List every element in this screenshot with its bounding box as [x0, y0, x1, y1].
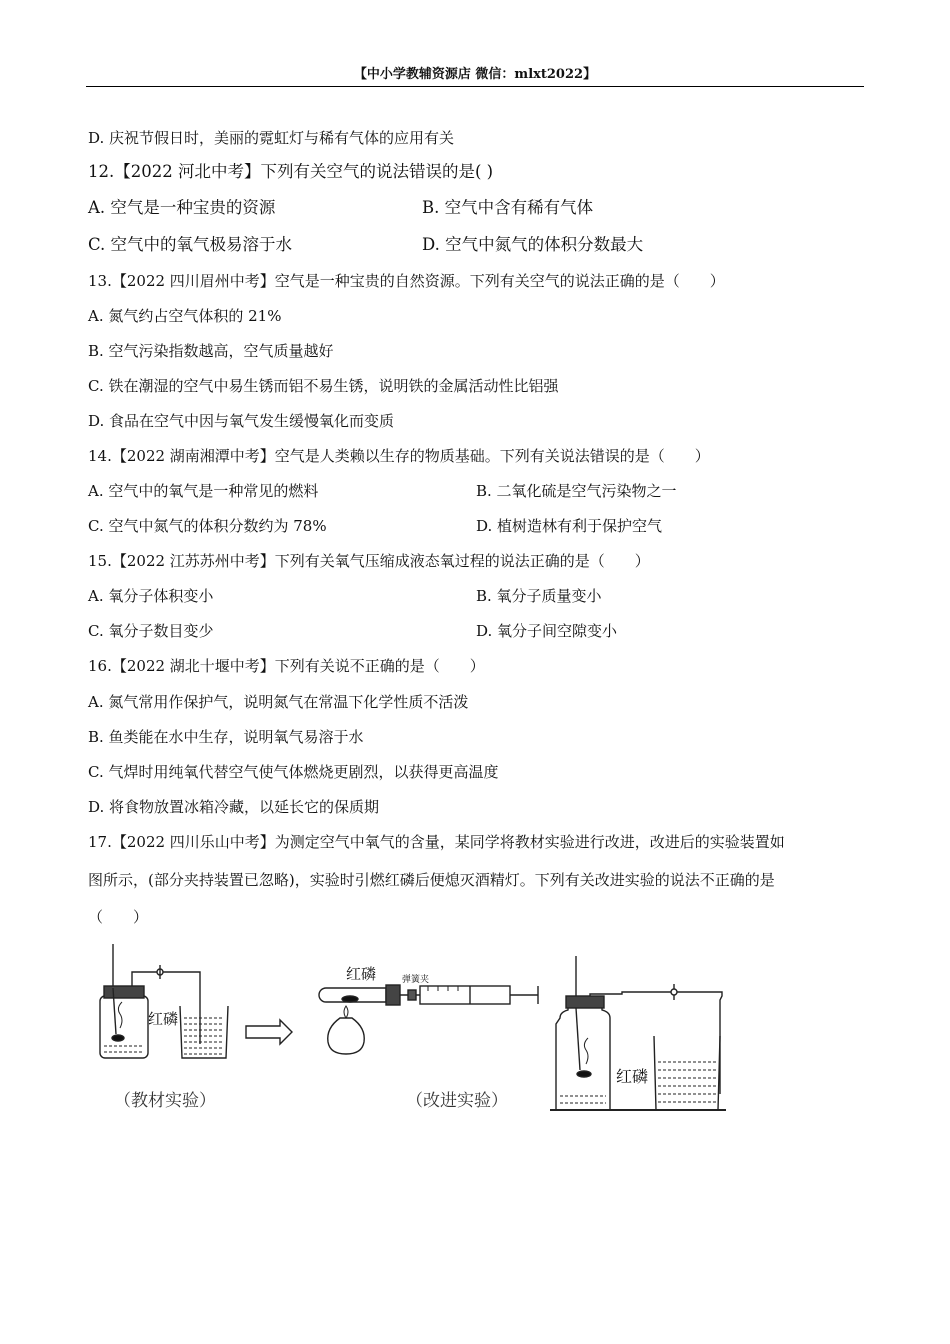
lamp-flame-icon — [344, 1006, 348, 1018]
q17-stem-line2: 图所示，(部分夹持装置已忽略)，实验时引燃红磷后便熄灭酒精灯。下列有关改进实验的说法不正确的是 — [88, 871, 775, 889]
q13-option-a: A. 氮气约占空气体积的 21% — [88, 307, 282, 325]
answer-apparatus — [550, 956, 726, 1110]
q12-stem: 12.【2022 河北中考】下列有关空气的说法错误的是( ) — [88, 162, 494, 181]
q14-option-a: A. 空气中的氧气是一种常见的燃料 — [88, 482, 319, 500]
header-rule — [86, 86, 864, 87]
q12-option-d: D. 空气中氮气的体积分数最大 — [422, 235, 644, 254]
q17-stem-line1: 17.【2022 四川乐山中考】为测定空气中氧气的含量，某同学将教材实验进行改进，改进后的实验装置如 — [88, 833, 785, 851]
answer-stopper — [566, 996, 604, 1008]
q11-option-d: D. 庆祝节假日时，美丽的霓虹灯与稀有气体的应用有关 — [88, 129, 455, 147]
experiment-figure — [90, 944, 740, 1124]
answer-clip-icon — [671, 989, 677, 995]
q15-option-b: B. 氧分子质量变小 — [476, 587, 602, 605]
improved-apparatus — [319, 985, 538, 1054]
q16-option-b: B. 鱼类能在水中生存，说明氧气易溶于水 — [88, 728, 364, 746]
textbook-flame-icon — [118, 1002, 122, 1028]
answer-flame-icon — [584, 1038, 588, 1064]
q14-stem: 14.【2022 湖南湘潭中考】空气是人类赖以生存的物质基础。下列有关说法错误的是（ ） — [88, 447, 710, 465]
improved-stopper — [386, 985, 400, 1005]
q13-stem: 13.【2022 四川眉州中考】空气是一种宝贵的自然资源。下列有关空气的说法正确的是（ ） — [88, 272, 725, 290]
q16-stem: 16.【2022 湖北十堰中考】下列有关说不正确的是（ ） — [88, 657, 485, 675]
q14-option-b: B. 二氧化硫是空气污染物之一 — [476, 482, 677, 500]
q13-option-d: D. 食品在空气中因与氧气发生缓慢氧化而变质 — [88, 412, 395, 430]
textbook-beaker — [180, 1006, 228, 1058]
q15-stem: 15.【2022 江苏苏州中考】下列有关氧气压缩成液态氧过程的说法正确的是（ ） — [88, 552, 650, 570]
spring-clip-label: 弹簧夹 — [402, 975, 430, 985]
q15-option-c: C. 氧分子数目变少 — [88, 622, 214, 640]
textbook-tube — [132, 972, 200, 1044]
q17-stem-line3: （ ） — [88, 908, 149, 926]
q15-option-d: D. 氧分子间空隙变小 — [476, 622, 618, 640]
q16-option-a: A. 氮气常用作保护气，说明氮气在常温下化学性质不活泼 — [88, 693, 469, 711]
textbook-apparatus — [100, 944, 228, 1058]
answer-spoon — [577, 1071, 591, 1077]
q12-option-c: C. 空气中的氧气极易溶于水 — [88, 235, 293, 254]
q14-option-c: C. 空气中氮气的体积分数约为 78% — [88, 517, 327, 535]
q15-option-a: A. 氧分子体积变小 — [88, 587, 214, 605]
q14-option-d: D. 植树造林有利于保护空气 — [476, 517, 663, 535]
textbook-red-phosphorus-label: 红磷 — [148, 1010, 179, 1028]
q12-option-b: B. 空气中含有稀有气体 — [422, 198, 594, 217]
syringe-barrel — [420, 986, 510, 1004]
textbook-bottle — [100, 996, 148, 1058]
improved-caption: （改进实验） — [406, 1091, 508, 1111]
textbook-caption: （教材实验） — [114, 1091, 216, 1111]
textbook-stopper — [104, 986, 144, 998]
q13-option-c: C. 铁在潮湿的空气中易生锈而铝不易生锈，说明铁的金属活动性比铝强 — [88, 377, 559, 395]
alcohol-lamp — [328, 1018, 365, 1054]
q16-option-d: D. 将食物放置冰箱冷藏，以延长它的保质期 — [88, 798, 380, 816]
answer-bottle — [556, 1004, 610, 1110]
q13-option-b: B. 空气污染指数越高，空气质量越好 — [88, 342, 334, 360]
answer-spoon-handle — [576, 1008, 580, 1070]
improved-red-phosphorus-label: 红磷 — [346, 965, 377, 983]
answer-beaker — [654, 1036, 720, 1110]
improved-phosphorus — [342, 996, 358, 1002]
answer-red-phosphorus-label: 红磷 — [616, 1067, 649, 1086]
page-header: 【中小学教辅资源店 微信：mlxt2022】 — [353, 67, 597, 82]
textbook-spoon — [112, 1035, 124, 1041]
arrow-icon — [246, 1020, 292, 1044]
q12-option-a: A. 空气是一种宝贵的资源 — [88, 198, 276, 217]
q16-option-c: C. 气焊时用纯氧代替空气使气体燃烧更剧烈，以获得更高温度 — [88, 763, 499, 781]
spring-clip-icon — [408, 990, 416, 1000]
